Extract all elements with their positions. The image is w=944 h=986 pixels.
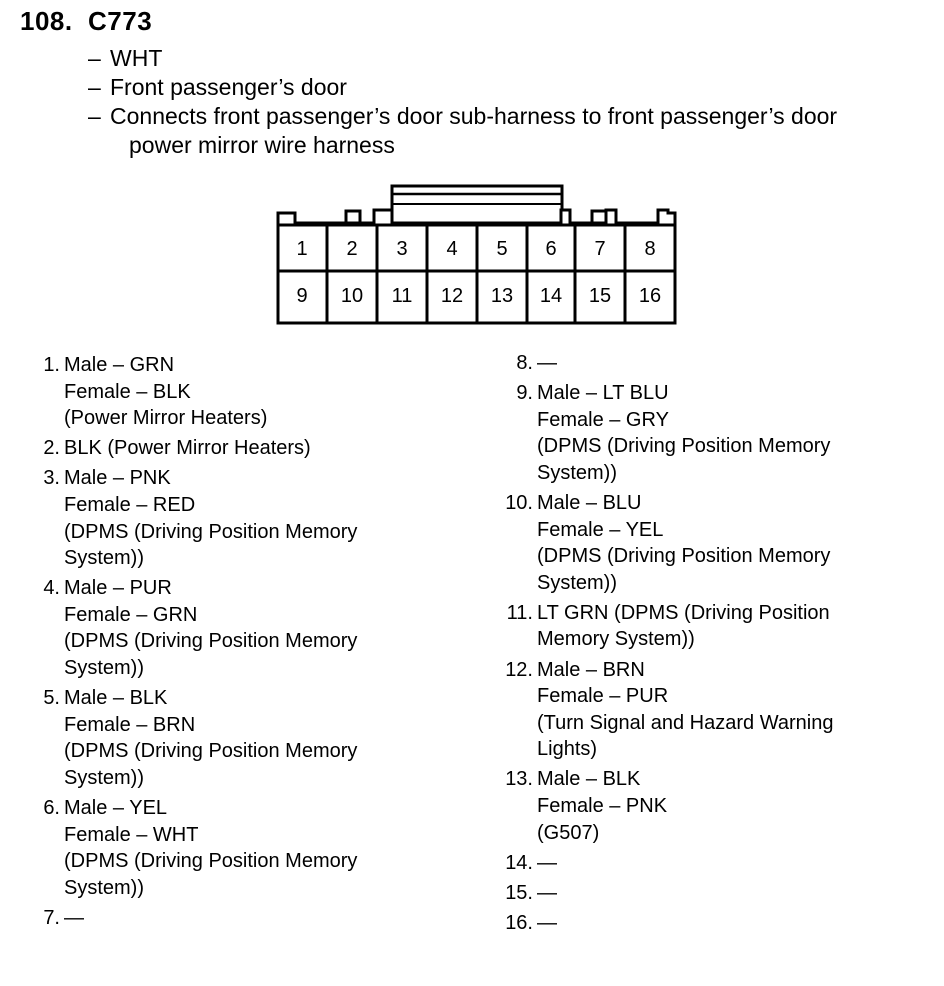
pin-entry [496, 880, 926, 907]
pin-number: 3. [43, 467, 60, 490]
pin-detail: — [537, 911, 557, 934]
pin-detail: (DPMS (Driving Position Memory [64, 520, 358, 543]
pin-number: 13. [505, 768, 533, 791]
pin-entry [496, 490, 926, 596]
pin-entry [496, 350, 926, 377]
description-color: – WHT [88, 45, 163, 71]
pin-detail: Female – BLK [64, 380, 191, 403]
pin-detail: Female – RED [64, 493, 196, 516]
section-number: 108. [20, 6, 73, 36]
pin-entry [496, 850, 926, 877]
pin-detail: (DPMS (Driving Position Memory [537, 545, 831, 568]
pin-detail: Male – BLK [537, 768, 641, 791]
pin-detail: Male – LT BLU [537, 382, 669, 405]
pin-detail: Female – YEL [537, 518, 664, 541]
pin-detail: Female – GRN [64, 603, 198, 626]
pin-entry [30, 905, 460, 932]
pin-detail: Male – BLU [537, 491, 642, 514]
pin-detail: Male – PNK [64, 467, 171, 490]
pin-number: 2. [43, 437, 60, 460]
pin-detail: — [537, 352, 557, 374]
pin-detail: Male – GRN [64, 354, 175, 376]
pin-detail: Male – BLK [64, 687, 168, 710]
pin-number: 1. [43, 354, 60, 376]
pin-detail: (Power Mirror Heaters) [64, 407, 268, 430]
cavity-number: 2 [346, 238, 358, 260]
pin-number: 12. [505, 658, 533, 681]
cavity-number: 3 [396, 238, 408, 260]
connector-code: C773 [88, 6, 153, 36]
pin-detail: System)) [537, 571, 617, 594]
pin-detail: (DPMS (Driving Position Memory [64, 630, 358, 653]
pin-detail: (Turn Signal and Hazard Warning [537, 711, 834, 734]
pin-detail: Lights) [537, 738, 598, 761]
cavity-number: 6 [545, 238, 557, 260]
pin-number: 15. [505, 881, 533, 904]
pin-entry [496, 910, 926, 937]
pin-detail: Female – BRN [64, 713, 196, 736]
key-nub-right [592, 211, 606, 223]
pin-detail: — [537, 881, 557, 904]
description-location: – Front passenger’s door [88, 74, 347, 100]
cavity-number: 7 [594, 238, 606, 260]
connector-description [88, 44, 837, 160]
pin-detail: System)) [64, 657, 144, 680]
pin-detail: Memory System)) [537, 628, 695, 651]
pin-entry [30, 465, 460, 571]
cavity-number: 12 [440, 285, 464, 307]
pin-entry [30, 685, 460, 791]
cavity-number: 13 [490, 285, 514, 307]
pin-detail: (G507) [537, 821, 600, 844]
page-title [20, 6, 152, 37]
pin-detail: System)) [64, 876, 144, 899]
pin-entry [30, 435, 460, 462]
pin-detail: System)) [64, 547, 144, 570]
cavity-number: 4 [446, 238, 458, 260]
pin-detail: Female – PNK [537, 795, 668, 817]
pin-detail: BLK (Power Mirror Heaters) [64, 437, 311, 460]
cavity-number: 5 [496, 238, 508, 260]
description-function: – Connects front passenger’s door sub-harness to front passenger’s door [88, 103, 838, 129]
cavity-number: 14 [539, 285, 563, 307]
pin-number: 11. [506, 601, 533, 624]
pin-detail: System)) [537, 461, 617, 484]
pin-number: 10. [505, 491, 533, 514]
cavity-number: 1 [296, 238, 308, 260]
pin-number: 7. [43, 906, 60, 929]
connector-latch [392, 186, 562, 210]
pin-number: 4. [43, 577, 60, 600]
pin-detail: LT GRN (DPMS (Driving Position [537, 601, 830, 624]
key-nub-left [346, 211, 360, 223]
pin-detail: Male – PUR [64, 577, 172, 600]
pin-detail: — [64, 906, 84, 929]
pin-list-left [30, 352, 460, 935]
pin-list-right [496, 350, 926, 940]
pin-detail: Female – WHT [64, 823, 199, 846]
pin-number: 14. [505, 851, 533, 874]
pin-entry [496, 380, 926, 486]
cavity-number: 10 [340, 285, 364, 307]
pin-detail: System)) [64, 766, 144, 789]
pin-entry [30, 795, 460, 901]
pin-entry [496, 766, 926, 846]
pin-number: 9. [516, 382, 533, 405]
pin-number: 6. [43, 797, 60, 819]
pin-entry [496, 600, 926, 653]
cavity-number: 9 [296, 285, 308, 307]
pin-detail: — [537, 851, 557, 874]
pin-detail: (DPMS (Driving Position Memory [64, 740, 358, 763]
description-function-continued: power mirror wire harness [129, 132, 395, 158]
cavity-number: 8 [644, 238, 656, 260]
pin-detail: Female – PUR [537, 685, 669, 708]
connector-diagram [270, 180, 682, 330]
cavity-number: 16 [638, 285, 662, 307]
pin-detail: Male – YEL [64, 797, 168, 819]
pin-number: 5. [43, 687, 60, 710]
pin-number: 8. [516, 352, 533, 374]
cavity-number: 15 [588, 285, 612, 307]
pin-entry [30, 352, 460, 432]
pin-detail: Female – GRY [537, 408, 669, 431]
pin-detail: (DPMS (Driving Position Memory [537, 435, 831, 458]
pin-number: 16. [505, 911, 533, 934]
pin-detail: (DPMS (Driving Position Memory [64, 850, 358, 873]
pin-detail: Male – BRN [537, 658, 645, 681]
pin-entry [496, 657, 926, 763]
cavity-number: 11 [391, 285, 413, 307]
pin-entry [30, 575, 460, 681]
